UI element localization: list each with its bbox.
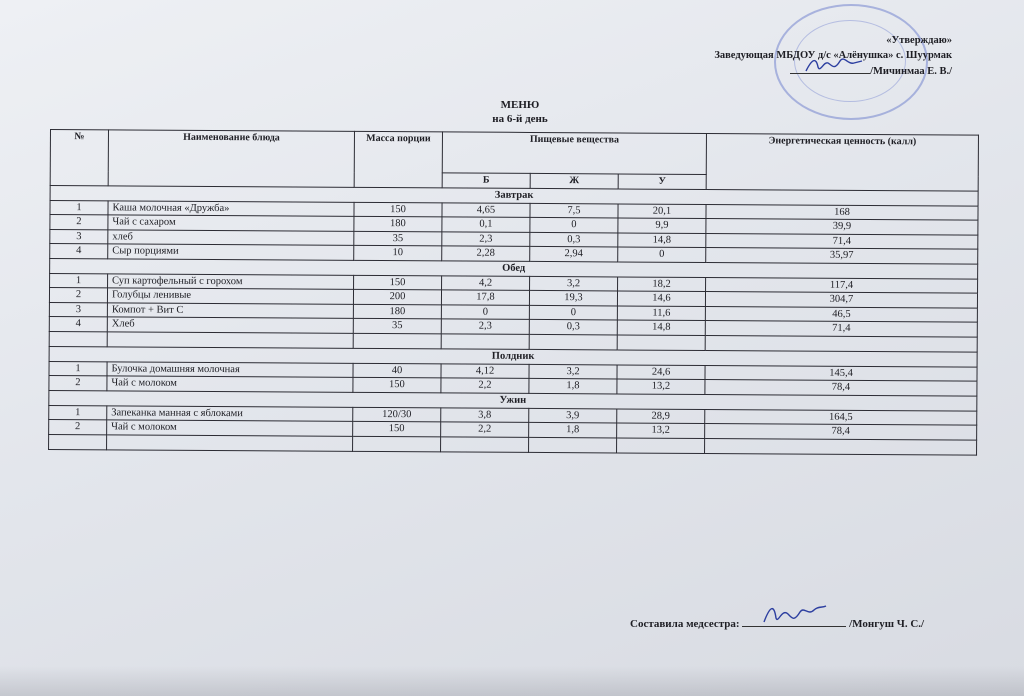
cell-empty bbox=[49, 434, 107, 449]
cell-protein: 17,8 bbox=[441, 290, 529, 305]
footer-signature-blank bbox=[742, 614, 846, 627]
cell-dish: Чай с сахаром bbox=[108, 215, 354, 231]
cell-fat: 0 bbox=[529, 305, 617, 320]
cell-energy: 39,9 bbox=[706, 219, 978, 235]
cell-energy: 78,4 bbox=[705, 380, 977, 396]
cell-energy: 71,4 bbox=[706, 233, 978, 249]
col-header-energy: Энергетическая ценность (калл) bbox=[706, 134, 978, 191]
cell-empty bbox=[617, 334, 705, 350]
cell-protein: 2,28 bbox=[442, 246, 530, 261]
cell-energy: 71,4 bbox=[705, 321, 977, 337]
cell-num: 1 bbox=[49, 405, 107, 420]
col-header-fat: Ж bbox=[530, 173, 618, 188]
cell-num: 2 bbox=[49, 288, 107, 303]
cell-carbs: 11,6 bbox=[617, 305, 705, 320]
cell-carbs: 28,9 bbox=[617, 408, 705, 423]
cell-num: 2 bbox=[49, 419, 107, 434]
cell-num: 2 bbox=[49, 375, 107, 390]
section-title-lunch: Обед bbox=[50, 258, 978, 279]
cell-num: 3 bbox=[50, 229, 108, 244]
cell-empty bbox=[617, 437, 705, 453]
cell-protein: 4,65 bbox=[442, 202, 530, 217]
cell-fat: 0,3 bbox=[529, 319, 617, 334]
cell-mass: 150 bbox=[353, 421, 441, 436]
page-subtitle: на 6-й день bbox=[492, 113, 548, 125]
cell-mass: 150 bbox=[354, 275, 442, 290]
approval-block bbox=[714, 33, 952, 79]
cell-protein: 2,2 bbox=[441, 422, 529, 437]
cell-carbs: 0 bbox=[618, 247, 706, 262]
col-header-mass: Масса порции bbox=[354, 131, 442, 187]
cell-empty bbox=[107, 434, 353, 451]
cell-mass: 150 bbox=[354, 202, 442, 217]
section-title-dinner: Ужин bbox=[49, 390, 977, 411]
cell-fat: 1,8 bbox=[529, 422, 617, 437]
table-header-row bbox=[50, 130, 978, 177]
section-title-breakfast: Завтрак bbox=[50, 185, 978, 206]
cell-num: 3 bbox=[49, 302, 107, 317]
cell-carbs: 18,2 bbox=[618, 276, 706, 291]
cell-protein: 4,2 bbox=[442, 275, 530, 290]
cell-dish: Запеканка манная с яблоками bbox=[107, 405, 353, 421]
cell-carbs: 14,8 bbox=[618, 232, 706, 247]
col-header-protein: Б bbox=[442, 173, 530, 188]
col-header-nutrients: Пищевые вещества bbox=[442, 132, 706, 175]
cell-mass: 200 bbox=[353, 289, 441, 304]
cell-empty bbox=[441, 333, 529, 349]
cell-fat: 19,3 bbox=[529, 290, 617, 305]
cell-dish: Чай с молоком bbox=[107, 420, 353, 436]
cell-mass: 180 bbox=[353, 304, 441, 319]
cell-protein: 3,8 bbox=[441, 407, 529, 422]
cell-carbs: 13,2 bbox=[617, 379, 705, 394]
cell-energy: 117,4 bbox=[706, 277, 978, 293]
cell-empty bbox=[705, 335, 977, 352]
cell-empty bbox=[107, 331, 353, 348]
cell-carbs: 13,2 bbox=[617, 423, 705, 438]
cell-protein: 2,3 bbox=[441, 319, 529, 334]
cell-protein: 0,1 bbox=[442, 217, 530, 232]
cell-fat: 0 bbox=[530, 217, 618, 232]
cell-num: 4 bbox=[50, 244, 108, 259]
cell-energy: 78,4 bbox=[705, 424, 977, 440]
cell-fat: 0,3 bbox=[530, 232, 618, 247]
cell-dish: Чай с молоком bbox=[107, 376, 353, 392]
cell-empty bbox=[529, 437, 617, 453]
cell-num: 1 bbox=[50, 273, 108, 288]
cell-carbs: 14,6 bbox=[617, 291, 705, 306]
cell-num: 1 bbox=[49, 361, 107, 376]
cell-fat: 3,2 bbox=[530, 276, 618, 291]
cell-protein: 2,2 bbox=[441, 378, 529, 393]
cell-fat: 2,94 bbox=[530, 246, 618, 261]
approval-position: Заведующая МБДОУ д/с «Алёнушка» с. Шуурмак bbox=[714, 50, 952, 61]
footer-name: /Монгуш Ч. С./ bbox=[849, 618, 925, 630]
page-shadow bbox=[0, 666, 1024, 696]
cell-mass: 120/30 bbox=[353, 407, 441, 422]
approval-name: /Мичинмаа Е. В./ bbox=[870, 66, 952, 77]
cell-fat: 1,8 bbox=[529, 378, 617, 393]
cell-energy: 46,5 bbox=[705, 306, 977, 322]
cell-mass: 40 bbox=[353, 363, 441, 378]
cell-empty bbox=[353, 333, 441, 349]
cell-empty bbox=[353, 436, 441, 452]
cell-dish: Булочка домашняя молочная bbox=[107, 361, 353, 377]
cell-fat: 3,9 bbox=[529, 408, 617, 423]
cell-dish: Суп картофельный с горохом bbox=[108, 273, 354, 289]
cell-dish: Сыр порциями bbox=[108, 244, 354, 260]
cell-energy: 164,5 bbox=[705, 409, 977, 425]
cell-dish: Голубцы ленивые bbox=[107, 288, 353, 304]
approval-signature-blank bbox=[790, 63, 870, 74]
cell-carbs: 20,1 bbox=[618, 203, 706, 218]
cell-dish: хлеб bbox=[108, 229, 354, 245]
section-title-snack: Полдник bbox=[49, 346, 977, 367]
cell-mass: 35 bbox=[353, 318, 441, 333]
cell-dish: Каша молочная «Дружба» bbox=[108, 200, 354, 216]
cell-carbs: 14,8 bbox=[617, 320, 705, 335]
approval-signature bbox=[804, 53, 864, 75]
col-header-carbs: У bbox=[618, 174, 706, 189]
col-header-num: № bbox=[50, 130, 108, 186]
cell-energy: 304,7 bbox=[705, 292, 977, 308]
cell-protein: 0 bbox=[441, 304, 529, 319]
cell-carbs: 9,9 bbox=[618, 218, 706, 233]
footer-label: Составила медсестра: bbox=[630, 618, 740, 630]
cell-empty bbox=[529, 334, 617, 350]
cell-fat: 7,5 bbox=[530, 203, 618, 218]
menu-title-block bbox=[420, 98, 620, 126]
cell-dish: Компот + Вит С bbox=[107, 302, 353, 318]
cell-empty bbox=[49, 331, 107, 346]
cell-carbs: 24,6 bbox=[617, 364, 705, 379]
cell-dish: Хлеб bbox=[107, 317, 353, 333]
cell-empty bbox=[705, 438, 977, 455]
cell-mass: 35 bbox=[354, 231, 442, 246]
cell-energy: 145,4 bbox=[705, 365, 977, 381]
cell-energy: 168 bbox=[706, 204, 978, 220]
col-header-dish: Наименование блюда bbox=[108, 130, 354, 187]
cell-mass: 150 bbox=[353, 377, 441, 392]
cell-empty bbox=[441, 436, 529, 452]
cell-mass: 10 bbox=[354, 245, 442, 260]
cell-num: 1 bbox=[50, 200, 108, 215]
cell-energy: 35,97 bbox=[706, 248, 978, 264]
footer-signature bbox=[630, 614, 990, 630]
cell-num: 2 bbox=[50, 215, 108, 230]
cell-num: 4 bbox=[49, 316, 107, 331]
cell-protein: 2,3 bbox=[442, 231, 530, 246]
cell-fat: 3,2 bbox=[529, 364, 617, 379]
approval-signature-line bbox=[714, 63, 952, 79]
page-title: МЕНЮ bbox=[500, 99, 540, 111]
approval-heading: «Утверждаю» bbox=[886, 35, 952, 46]
menu-table bbox=[48, 129, 979, 455]
cell-protein: 4,12 bbox=[441, 363, 529, 378]
nurse-signature bbox=[760, 602, 830, 628]
cell-mass: 180 bbox=[354, 216, 442, 231]
